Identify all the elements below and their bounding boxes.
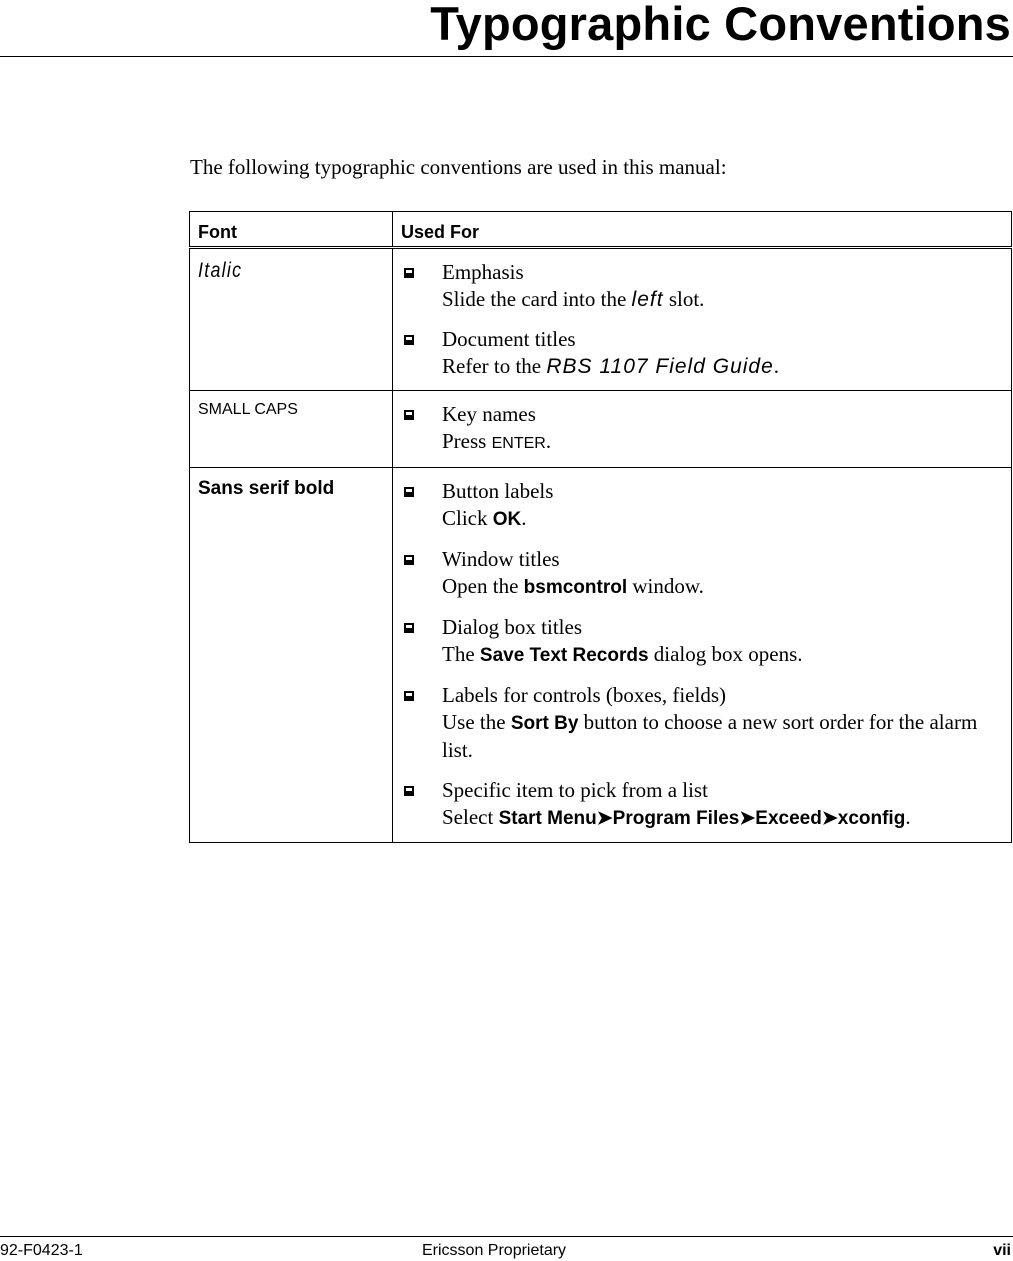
footer-doc-number: 92-F0423-1 — [0, 1242, 83, 1259]
use-item — [393, 614, 1001, 669]
use-item — [393, 478, 1001, 533]
font-name: Italic — [198, 259, 243, 282]
example-text: Click — [442, 506, 493, 530]
example-text: button to choose a new sort order for the alarm list. — [442, 710, 978, 762]
use-label: Key names — [442, 402, 536, 426]
table-header-row — [190, 212, 1012, 248]
footer-company: Ericsson Proprietary — [422, 1242, 567, 1259]
header-used-for: Used For — [393, 212, 1012, 248]
square-bullet-icon — [404, 555, 414, 565]
uses-cell — [393, 391, 1012, 468]
table-row-sans-serif-bold — [190, 468, 1012, 843]
use-example — [442, 804, 1001, 832]
square-bullet-icon — [404, 268, 414, 278]
use-label: Dialog box titles — [442, 615, 582, 639]
example-text: . — [545, 429, 552, 453]
example-text: . — [773, 354, 780, 378]
use-label: Labels for controls (boxes, fields) — [442, 683, 727, 707]
footer-divider — [0, 1236, 1013, 1237]
example-styled: OK — [492, 509, 522, 530]
use-example — [442, 353, 1001, 380]
example-text: . — [521, 506, 527, 530]
use-item — [393, 326, 1001, 380]
example-styled: Sort By — [510, 713, 579, 734]
square-bullet-icon — [404, 691, 414, 701]
use-example — [442, 709, 1001, 764]
use-example — [442, 286, 1001, 313]
use-item — [393, 777, 1001, 832]
example-text: slot. — [663, 287, 705, 311]
use-example — [442, 428, 1001, 457]
font-cell — [190, 248, 393, 391]
font-cell — [190, 391, 393, 468]
example-styled: Save Text Records — [479, 645, 649, 666]
example-text: Open the — [442, 574, 524, 598]
example-styled: left — [631, 288, 664, 311]
square-bullet-icon — [404, 786, 414, 796]
table-row-italic — [190, 248, 1012, 391]
use-item — [393, 259, 1001, 313]
example-text: window. — [627, 574, 704, 598]
use-label: Specific item to pick from a list — [442, 778, 708, 802]
example-text: dialog box opens. — [648, 642, 803, 666]
example-text: Press — [442, 429, 492, 453]
example-text: Refer to the — [442, 354, 547, 378]
example-text: . — [905, 805, 911, 829]
page-title: Typographic Conventions — [430, 0, 1011, 50]
uses-cell — [393, 468, 1012, 843]
use-example — [442, 573, 1001, 601]
intro-text: The following typographic conventions are used in this manual: — [190, 155, 727, 179]
footer-page-number: vii — [993, 1242, 1011, 1259]
title-divider — [0, 56, 1013, 57]
square-bullet-icon — [404, 487, 414, 497]
use-item — [393, 401, 1001, 457]
uses-cell — [393, 248, 1012, 391]
table-row-small-caps — [190, 391, 1012, 468]
example-styled: Start Menu➤Program Files➤Exceed➤xconfig — [498, 808, 906, 829]
square-bullet-icon — [404, 623, 414, 633]
example-styled: RBS 1107 Field Guide — [546, 355, 774, 378]
example-text: Select — [442, 805, 499, 829]
font-cell — [190, 468, 393, 843]
example-text: Use the — [442, 710, 511, 734]
square-bullet-icon — [404, 410, 414, 420]
use-label: Button labels — [442, 479, 554, 503]
example-text: Slide the card into the — [442, 287, 632, 311]
use-label: Document titles — [442, 327, 576, 351]
use-item — [393, 682, 1001, 764]
font-name: Sans serif bold — [198, 478, 335, 499]
font-name: SMALL CAPS — [198, 401, 298, 418]
use-example — [442, 641, 1001, 669]
conventions-table — [189, 211, 1012, 843]
use-label: Window titles — [442, 547, 560, 571]
example-styled: ENTER — [491, 435, 546, 452]
use-item — [393, 546, 1001, 601]
header-font: Font — [190, 212, 393, 248]
use-label: Emphasis — [442, 260, 524, 284]
example-text: The — [442, 642, 480, 666]
example-styled: bsmcontrol — [523, 577, 628, 598]
square-bullet-icon — [404, 335, 414, 345]
use-example — [442, 505, 1001, 533]
